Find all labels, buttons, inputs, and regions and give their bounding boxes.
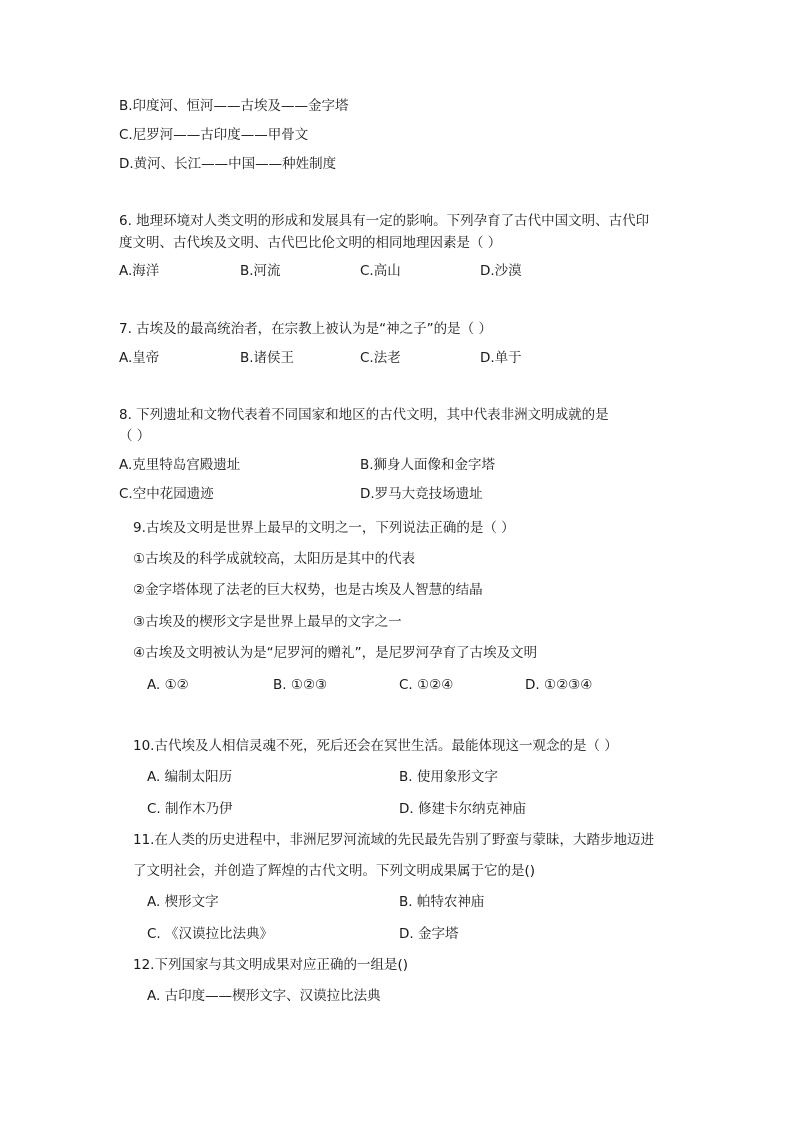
q9-item-2: ②金字塔体现了法老的巨大权势，也是古埃及人智慧的结晶 bbox=[133, 582, 483, 598]
q7-stem: 7. 古埃及的最高统治者，在宗教上被认为是“神之子”的是（ ） bbox=[119, 321, 492, 337]
q9-option-d: D. ①②③④ bbox=[525, 677, 593, 693]
q10-option-c: C. 制作木乃伊 bbox=[147, 801, 233, 817]
q9-option-a: A. ①② bbox=[147, 677, 189, 693]
q11-stem-line-1: 11.在人类的历史进程中，非洲尼罗河流域的先民最先告别了野蛮与蒙昧，大踏步地迈进 bbox=[133, 832, 654, 848]
q10-option-b: B. 使用象形文字 bbox=[399, 769, 498, 785]
q12-stem: 12.下列国家与其文明成果对应正确的一组是() bbox=[133, 957, 409, 973]
q11-option-b: B. 帕特农神庙 bbox=[399, 894, 485, 910]
q7-option-c: C.法老 bbox=[360, 350, 401, 366]
q8-option-a: A.克里特岛宫殿遗址 bbox=[119, 457, 241, 473]
q11-stem-line-2: 了文明社会，并创造了辉煌的古代文明。下列文明成果属于它的是() bbox=[133, 863, 536, 879]
q9-option-c: C. ①②④ bbox=[399, 677, 454, 693]
q6-option-a: A.海洋 bbox=[119, 263, 160, 279]
q9-item-4: ④古埃及文明被认为是“尼罗河的赠礼”，是尼罗河孕育了古埃及文明 bbox=[133, 645, 538, 661]
q6-option-b: B.河流 bbox=[240, 263, 281, 279]
q5-option-b: B.印度河、恒河——古埃及——金字塔 bbox=[119, 98, 349, 114]
q9-option-b: B. ①②③ bbox=[273, 677, 328, 693]
q8-stem-line-2: （ ） bbox=[119, 428, 151, 444]
q10-stem: 10.古代埃及人相信灵魂不死，死后还会在冥世生活。最能体现这一观念的是（ ） bbox=[133, 738, 618, 754]
q11-option-c: C. 《汉谟拉比法典》 bbox=[147, 926, 274, 942]
q6-option-d: D.沙漠 bbox=[480, 263, 522, 279]
q11-option-a: A. 楔形文字 bbox=[147, 894, 219, 910]
q7-option-d: D.单于 bbox=[480, 350, 522, 366]
q8-stem-line-1: 8. 下列遗址和文物代表着不同国家和地区的古代文明，其中代表非洲文明成就的是 bbox=[119, 407, 609, 423]
q8-option-d: D.罗马大竞技场遗址 bbox=[360, 486, 483, 502]
q7-option-a: A.皇帝 bbox=[119, 350, 160, 366]
q12-option-a: A. 古印度——楔形文字、汉谟拉比法典 bbox=[147, 988, 381, 1004]
q6-stem-line-2: 度文明、古代埃及文明、古代巴比伦文明的相同地理因素是（ ） bbox=[119, 235, 502, 251]
q8-option-b: B.狮身人面像和金字塔 bbox=[360, 457, 496, 473]
q10-option-d: D. 修建卡尔纳克神庙 bbox=[399, 801, 526, 817]
q6-option-c: C.高山 bbox=[360, 263, 401, 279]
q5-option-d: D.黄河、长江——中国——种姓制度 bbox=[119, 156, 337, 172]
q9-item-1: ①古埃及的科学成就较高，太阳历是其中的代表 bbox=[133, 551, 416, 567]
q11-option-d: D. 金字塔 bbox=[399, 926, 459, 942]
q9-stem: 9.古埃及文明是世界上最早的文明之一，下列说法正确的是（ ） bbox=[133, 520, 515, 536]
q6-stem-line-1: 6. 地理环境对人类文明的形成和发展具有一定的影响。下列孕育了古代中国文明、古代印 bbox=[119, 213, 650, 229]
q10-option-a: A. 编制太阳历 bbox=[147, 769, 233, 785]
q8-option-c: C.空中花园遗迹 bbox=[119, 486, 214, 502]
q9-item-3: ③古埃及的楔形文字是世界上最早的文字之一 bbox=[133, 614, 402, 630]
q7-option-b: B.诸侯王 bbox=[240, 350, 295, 366]
q5-option-c: C.尼罗河——古印度——甲骨文 bbox=[119, 127, 309, 143]
